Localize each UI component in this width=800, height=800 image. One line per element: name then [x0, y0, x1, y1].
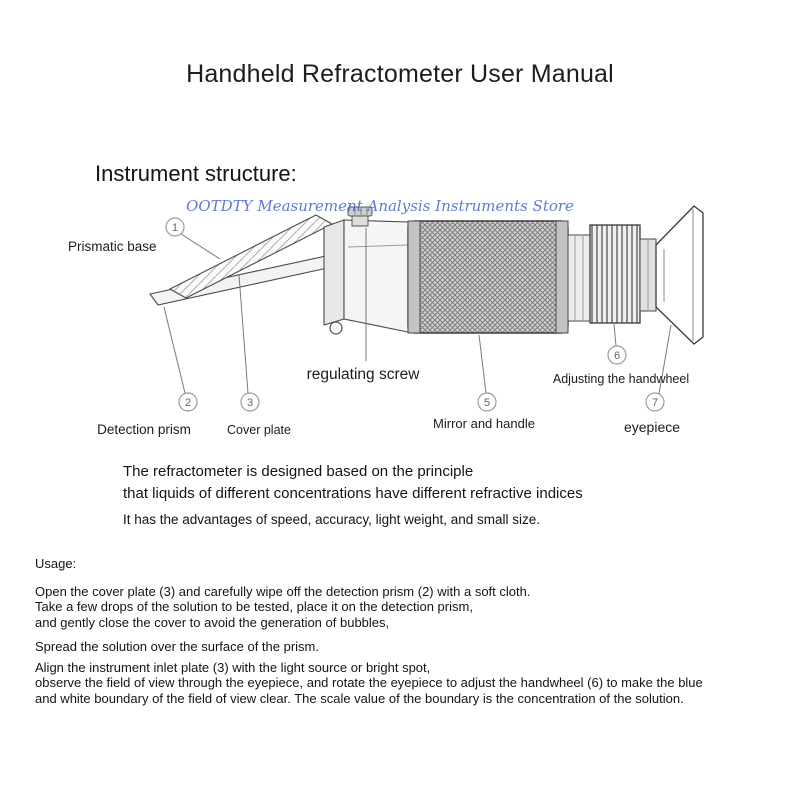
barrel-end-band-left — [408, 221, 420, 333]
leader-line — [614, 324, 616, 346]
neck-shape — [568, 235, 590, 321]
description-line: that liquids of different concentrations have different refractive indices — [123, 485, 583, 502]
leader-line — [239, 275, 248, 393]
callout-2 — [164, 307, 197, 411]
usage-paragraph-1 — [35, 584, 775, 630]
description-line: It has the advantages of speed, accuracy, light weight, and small size. — [123, 512, 540, 527]
usage-paragraph-3 — [35, 660, 775, 706]
callout-number: 3 — [246, 397, 254, 409]
callout-number: 2 — [184, 397, 192, 409]
section-heading: Instrument structure: — [95, 161, 297, 186]
leader-line — [479, 335, 486, 393]
principle-description — [123, 461, 583, 529]
callout-3 — [239, 275, 259, 411]
callout-5 — [478, 335, 496, 411]
label-adjusting-handwheel: Adjusting the handwheel — [552, 372, 690, 386]
store-watermark: OOTDTY Measurement Analysis Instruments Store — [186, 197, 574, 215]
callout-7 — [646, 325, 671, 411]
page-title: Handheld Refractometer User Manual — [186, 60, 614, 88]
callout-6 — [608, 324, 626, 364]
usage-line: observe the field of view through the eyepiece, and rotate the eyepiece to adjust the handwheel (6) to make the blue — [35, 675, 703, 691]
usage-line: and white boundary of the field of view clear. The scale value of the boundary is the concentration of the solution. — [35, 690, 684, 706]
leader-line — [181, 234, 220, 259]
usage-line: Open the cover plate (3) and carefully wipe off the detection prism (2) with a soft cloth. — [35, 584, 531, 599]
hinge-block-shape — [324, 220, 344, 325]
usage-line: Take a few drops of the solution to be tested, place it on the detection prism, — [35, 599, 473, 615]
label-regulating-screw: regulating screw — [306, 366, 420, 383]
eyepiece-shape — [656, 206, 703, 344]
callout-number: 6 — [613, 350, 621, 362]
usage-line: and gently close the cover to avoid the generation of bubbles, — [35, 614, 390, 630]
usage-line: Align the instrument inlet plate (3) with the light source or bright spot, — [35, 660, 431, 676]
callout-1 — [166, 218, 220, 259]
label-cover-plate: Cover plate — [227, 423, 291, 437]
cone-connector-shape — [344, 220, 408, 332]
handwheel-shape — [590, 225, 640, 323]
usage-paragraph-2 — [35, 639, 775, 654]
label-mirror-and-handle: Mirror and handle — [433, 416, 535, 431]
usage-section — [35, 556, 775, 706]
leader-line — [164, 307, 185, 393]
callout-number: 5 — [483, 397, 491, 409]
callout-number: 7 — [651, 397, 659, 409]
cover-plate-shape — [170, 215, 332, 298]
barrel-end-band-right — [556, 221, 568, 333]
eyelet-ring — [330, 322, 342, 334]
usage-heading: Usage: — [35, 556, 77, 571]
instrument-diagram — [0, 195, 800, 450]
knurled-handle-shape — [408, 221, 568, 333]
label-prismatic-base: Prismatic base — [68, 239, 157, 254]
refractometer-drawing — [0, 195, 800, 450]
description-line: The refractometer is designed based on the principle — [123, 463, 474, 480]
regulating-screw-stem — [352, 215, 368, 226]
callout-number: 1 — [171, 222, 179, 234]
label-detection-prism: Detection prism — [97, 422, 191, 437]
usage-line: Spread the solution over the surface of the prism. — [35, 638, 319, 654]
label-eyepiece: eyepiece — [623, 419, 681, 435]
